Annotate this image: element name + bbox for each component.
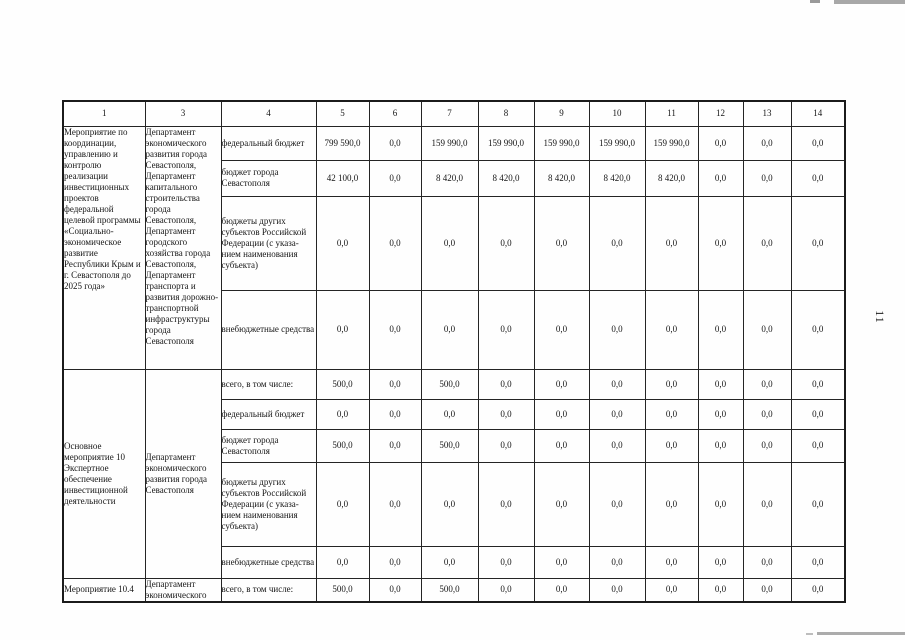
funding-source-cell: всего, в том числе: bbox=[221, 578, 316, 602]
funding-source-cell: бюджет города Севастополя bbox=[221, 160, 316, 196]
value-cell: 0,0 bbox=[743, 462, 791, 546]
value-cell: 0,0 bbox=[478, 462, 534, 546]
value-cell: 0,0 bbox=[743, 399, 791, 429]
funding-source-cell: внебюджетные средства bbox=[221, 546, 316, 578]
value-cell: 0,0 bbox=[369, 369, 421, 399]
scan-artifact-bottom-small bbox=[806, 633, 813, 635]
value-cell: 0,0 bbox=[534, 369, 589, 399]
value-cell: 0,0 bbox=[421, 462, 478, 546]
value-cell: 8 420,0 bbox=[534, 160, 589, 196]
value-cell: 0,0 bbox=[369, 160, 421, 196]
value-cell: 0,0 bbox=[698, 369, 743, 399]
value-cell: 0,0 bbox=[698, 196, 743, 290]
value-cell: 0,0 bbox=[369, 462, 421, 546]
activity-cell: Мероприятие 10.4 bbox=[63, 578, 145, 602]
value-cell: 0,0 bbox=[589, 290, 645, 369]
value-cell: 0,0 bbox=[645, 290, 698, 369]
value-cell: 8 420,0 bbox=[589, 160, 645, 196]
page-number: 11 bbox=[873, 310, 887, 324]
value-cell: 0,0 bbox=[791, 160, 845, 196]
value-cell: 0,0 bbox=[369, 429, 421, 462]
value-cell: 0,0 bbox=[421, 399, 478, 429]
funding-source-cell: бюджет города Севастополя bbox=[221, 429, 316, 462]
header-cell: 6 bbox=[369, 101, 421, 126]
funding-source-cell: всего, в том числе: bbox=[221, 369, 316, 399]
value-cell: 159 990,0 bbox=[589, 126, 645, 160]
table-row bbox=[63, 578, 845, 602]
value-cell: 0,0 bbox=[369, 126, 421, 160]
header-cell: 10 bbox=[589, 101, 645, 126]
value-cell: 500,0 bbox=[421, 578, 478, 602]
value-cell: 0,0 bbox=[791, 546, 845, 578]
value-cell: 0,0 bbox=[534, 429, 589, 462]
funding-source-cell: бюджеты других субъектов Российской Федерации (с указа-нием наименования субъекта) bbox=[221, 196, 316, 290]
value-cell: 0,0 bbox=[645, 578, 698, 602]
value-cell: 0,0 bbox=[421, 196, 478, 290]
value-cell: 8 420,0 bbox=[645, 160, 698, 196]
value-cell: 0,0 bbox=[478, 196, 534, 290]
value-cell: 0,0 bbox=[478, 578, 534, 602]
header-cell: 8 bbox=[478, 101, 534, 126]
executor-cell: Департамент экономического развития города Севастополя bbox=[145, 369, 221, 578]
value-cell: 0,0 bbox=[369, 196, 421, 290]
value-cell: 0,0 bbox=[316, 462, 369, 546]
value-cell: 0,0 bbox=[645, 546, 698, 578]
value-cell: 0,0 bbox=[743, 196, 791, 290]
scan-artifact-bottom-long bbox=[817, 632, 905, 635]
value-cell: 0,0 bbox=[743, 160, 791, 196]
header-cell: 9 bbox=[534, 101, 589, 126]
funding-source-cell: внебюджетные средства bbox=[221, 290, 316, 369]
value-cell: 8 420,0 bbox=[421, 160, 478, 196]
scan-artifact-top-small bbox=[810, 0, 820, 3]
value-cell: 159 990,0 bbox=[421, 126, 478, 160]
value-cell: 159 990,0 bbox=[645, 126, 698, 160]
budget-table bbox=[62, 100, 846, 603]
value-cell: 0,0 bbox=[791, 578, 845, 602]
value-cell: 0,0 bbox=[589, 399, 645, 429]
value-cell: 0,0 bbox=[534, 578, 589, 602]
header-cell: 1 bbox=[63, 101, 145, 126]
value-cell: 500,0 bbox=[316, 369, 369, 399]
value-cell: 0,0 bbox=[698, 546, 743, 578]
funding-source-cell: федеральный бюджет bbox=[221, 126, 316, 160]
value-cell: 0,0 bbox=[589, 578, 645, 602]
value-cell: 0,0 bbox=[421, 290, 478, 369]
value-cell: 500,0 bbox=[316, 578, 369, 602]
value-cell: 0,0 bbox=[589, 462, 645, 546]
value-cell: 0,0 bbox=[743, 546, 791, 578]
activity-cell: Мероприятие по координации, управлению и контролю реализации инвестиционных проектов федеральной целевой программы «Социально-экономическое развитие Республики Крым и г. Севастополя до 2025 года» bbox=[63, 126, 145, 369]
executor-cell: Департамент экономического развития города Севастополя, Департамент капитального строительства города Севастополя, Департамент городского хозяйства города Севастополя, Департамент транспорта и развития дорожно-транспортной инфраструктуры города Севастополя bbox=[145, 126, 221, 369]
value-cell: 0,0 bbox=[791, 429, 845, 462]
value-cell: 500,0 bbox=[316, 429, 369, 462]
value-cell: 0,0 bbox=[743, 290, 791, 369]
value-cell: 0,0 bbox=[369, 578, 421, 602]
value-cell: 0,0 bbox=[791, 369, 845, 399]
value-cell: 0,0 bbox=[478, 290, 534, 369]
value-cell: 0,0 bbox=[534, 546, 589, 578]
value-cell: 0,0 bbox=[698, 290, 743, 369]
value-cell: 8 420,0 bbox=[478, 160, 534, 196]
value-cell: 159 990,0 bbox=[478, 126, 534, 160]
header-cell: 5 bbox=[316, 101, 369, 126]
value-cell: 0,0 bbox=[645, 369, 698, 399]
value-cell: 0,0 bbox=[316, 196, 369, 290]
funding-source-cell: федеральный бюджет bbox=[221, 399, 316, 429]
value-cell: 0,0 bbox=[534, 399, 589, 429]
value-cell: 0,0 bbox=[743, 578, 791, 602]
funding-source-cell: бюджеты других субъектов Российской Федерации (с указа-нием наименования субъекта) bbox=[221, 462, 316, 546]
value-cell: 0,0 bbox=[698, 429, 743, 462]
value-cell: 0,0 bbox=[534, 290, 589, 369]
header-cell: 4 bbox=[221, 101, 316, 126]
header-cell: 11 bbox=[645, 101, 698, 126]
activity-cell: Основное мероприятие 10 Экспертное обеспечение инвестиционной деятельности bbox=[63, 369, 145, 578]
value-cell: 0,0 bbox=[534, 196, 589, 290]
value-cell: 42 100,0 bbox=[316, 160, 369, 196]
value-cell: 0,0 bbox=[743, 429, 791, 462]
header-cell: 3 bbox=[145, 101, 221, 126]
value-cell: 0,0 bbox=[316, 399, 369, 429]
table-row bbox=[63, 369, 845, 399]
value-cell: 0,0 bbox=[698, 160, 743, 196]
value-cell: 0,0 bbox=[421, 546, 478, 578]
value-cell: 0,0 bbox=[589, 546, 645, 578]
header-cell: 7 bbox=[421, 101, 478, 126]
value-cell: 0,0 bbox=[645, 462, 698, 546]
value-cell: 0,0 bbox=[589, 369, 645, 399]
value-cell: 0,0 bbox=[743, 126, 791, 160]
value-cell: 0,0 bbox=[791, 399, 845, 429]
value-cell: 0,0 bbox=[645, 196, 698, 290]
value-cell: 0,0 bbox=[645, 429, 698, 462]
header-row bbox=[63, 101, 845, 126]
value-cell: 0,0 bbox=[645, 399, 698, 429]
value-cell: 0,0 bbox=[791, 196, 845, 290]
value-cell: 500,0 bbox=[421, 369, 478, 399]
value-cell: 0,0 bbox=[478, 429, 534, 462]
value-cell: 0,0 bbox=[316, 290, 369, 369]
value-cell: 159 990,0 bbox=[534, 126, 589, 160]
value-cell: 0,0 bbox=[478, 369, 534, 399]
header-cell: 14 bbox=[791, 101, 845, 126]
executor-cell: Департамент экономического bbox=[145, 578, 221, 602]
value-cell: 0,0 bbox=[589, 196, 645, 290]
value-cell: 500,0 bbox=[421, 429, 478, 462]
header-cell: 12 bbox=[698, 101, 743, 126]
scan-artifact-top-long bbox=[834, 0, 905, 4]
value-cell: 0,0 bbox=[698, 462, 743, 546]
value-cell: 0,0 bbox=[316, 546, 369, 578]
value-cell: 0,0 bbox=[791, 126, 845, 160]
value-cell: 0,0 bbox=[743, 369, 791, 399]
value-cell: 0,0 bbox=[791, 462, 845, 546]
value-cell: 799 590,0 bbox=[316, 126, 369, 160]
header-cell: 13 bbox=[743, 101, 791, 126]
value-cell: 0,0 bbox=[698, 578, 743, 602]
value-cell: 0,0 bbox=[369, 399, 421, 429]
value-cell: 0,0 bbox=[369, 546, 421, 578]
table-row bbox=[63, 126, 845, 160]
value-cell: 0,0 bbox=[698, 126, 743, 160]
value-cell: 0,0 bbox=[791, 290, 845, 369]
value-cell: 0,0 bbox=[534, 462, 589, 546]
value-cell: 0,0 bbox=[369, 290, 421, 369]
value-cell: 0,0 bbox=[589, 429, 645, 462]
value-cell: 0,0 bbox=[478, 546, 534, 578]
value-cell: 0,0 bbox=[698, 399, 743, 429]
value-cell: 0,0 bbox=[478, 399, 534, 429]
